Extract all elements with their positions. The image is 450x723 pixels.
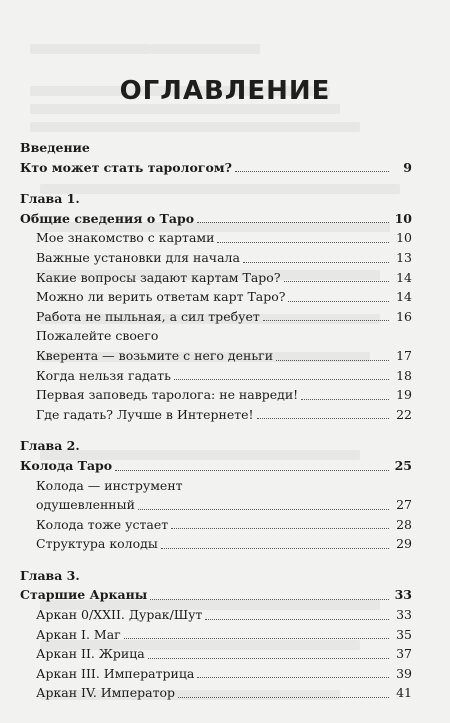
toc-dot-leader xyxy=(115,470,389,471)
toc-dot-leader xyxy=(171,528,389,529)
toc-entry-title: Можно ли верить ответам карт Таро? xyxy=(36,289,286,305)
toc-page-number: 17 xyxy=(396,347,412,363)
toc-dot-leader xyxy=(148,658,389,659)
toc-dot-leader xyxy=(138,509,389,510)
toc-entry-title: Общие сведения о Таро xyxy=(20,210,195,226)
toc-page-number: 10 xyxy=(396,230,412,246)
toc-dot-leader xyxy=(124,638,389,639)
toc-page-number: 33 xyxy=(394,587,412,603)
toc-entry-title: Аркан 0/XXII. Дурак/Шут xyxy=(36,607,203,623)
toc-heading xyxy=(20,189,412,209)
toc-entry[interactable] xyxy=(20,307,412,327)
table-of-contents xyxy=(20,138,412,703)
toc-entry[interactable] xyxy=(20,515,412,535)
toc-entry-title: Введение xyxy=(20,140,90,155)
toc-gap xyxy=(20,424,412,436)
toc-heading xyxy=(20,566,412,586)
toc-entry-title: Колода тоже устает xyxy=(36,516,169,532)
toc-entry[interactable] xyxy=(20,625,412,645)
toc-dot-leader xyxy=(301,399,389,400)
toc-dot-leader xyxy=(235,171,389,172)
toc-entry[interactable] xyxy=(20,366,412,386)
toc-entry-title: Аркан III. Императрица xyxy=(36,665,195,681)
toc-dot-leader xyxy=(217,242,389,243)
toc-page-number: 37 xyxy=(396,646,412,662)
toc-entry-title: Аркан IV. Император xyxy=(36,685,176,701)
toc-dot-leader xyxy=(276,360,389,361)
toc-entry[interactable] xyxy=(20,228,412,248)
toc-entry[interactable] xyxy=(20,534,412,554)
toc-dot-leader xyxy=(205,619,389,620)
toc-entry[interactable] xyxy=(20,405,412,425)
toc-dot-leader xyxy=(161,548,389,549)
toc-entry[interactable] xyxy=(20,209,412,229)
toc-entry[interactable] xyxy=(20,385,412,405)
toc-entry-title: Где гадать? Лучше в Интернете! xyxy=(36,406,254,422)
toc-entry[interactable] xyxy=(20,644,412,664)
toc-dot-leader xyxy=(178,697,389,698)
toc-entry[interactable] xyxy=(20,495,412,515)
toc-dot-leader xyxy=(288,301,389,302)
toc-entry-title: Аркан II. Жрица xyxy=(36,646,145,662)
toc-entry-title: Мое знакомство с картами xyxy=(36,230,215,246)
toc-page-number: 41 xyxy=(396,685,412,701)
toc-page-number: 18 xyxy=(396,367,412,383)
toc-page-number: 16 xyxy=(396,308,412,324)
toc-entry[interactable] xyxy=(20,456,412,476)
toc-entry[interactable] xyxy=(20,683,412,703)
toc-entry-title: Аркан I. Маг xyxy=(36,626,121,642)
toc-entry-title: Когда нельзя гадать xyxy=(36,367,171,383)
toc-page-number: 33 xyxy=(396,607,412,623)
toc-entry-title: Глава 2. xyxy=(20,438,80,454)
toc-entry[interactable] xyxy=(20,664,412,684)
toc-entry[interactable] xyxy=(20,158,412,178)
toc-entry-title: Первая заповедь таролога: не навреди! xyxy=(36,387,299,403)
toc-dot-leader xyxy=(197,222,389,223)
toc-heading xyxy=(20,436,412,456)
toc-page-number: 19 xyxy=(396,387,412,403)
page-title: ОГЛАВЛЕНИЕ xyxy=(119,76,331,106)
toc-entry[interactable] xyxy=(20,605,412,625)
toc-page-number: 10 xyxy=(394,210,412,226)
toc-entry-title: Структура колоды xyxy=(36,536,158,552)
toc-entry-title: Глава 1. xyxy=(20,191,80,207)
toc-page-number: 35 xyxy=(396,626,412,642)
toc-dot-leader xyxy=(197,677,389,678)
toc-gap xyxy=(20,554,412,566)
toc-entry-title: Пожалейте своего xyxy=(36,328,159,344)
toc-entry-title: Кто может стать тарологом? xyxy=(20,159,232,175)
toc-entry-title: одушевленный xyxy=(36,497,135,513)
toc-page-number: 29 xyxy=(396,536,412,552)
toc-entry[interactable] xyxy=(20,585,412,605)
toc-heading xyxy=(20,326,412,346)
toc-entry-title: Колода Таро xyxy=(20,457,113,473)
toc-entry-title: Глава 3. xyxy=(20,567,80,583)
toc-dot-leader xyxy=(257,418,389,419)
toc-entry-title: Кверента — возьмите с него деньги xyxy=(36,347,274,363)
toc-dot-leader xyxy=(243,262,389,263)
toc-gap xyxy=(20,177,412,189)
toc-page-number: 25 xyxy=(394,457,412,473)
toc-entry[interactable] xyxy=(20,346,412,366)
toc-dot-leader xyxy=(284,281,389,282)
toc-entry-title: Какие вопросы задают картам Таро? xyxy=(36,269,281,285)
toc-entry[interactable] xyxy=(20,268,412,288)
toc-page-number: 39 xyxy=(396,665,412,681)
toc-entry-title: Старшие Арканы xyxy=(20,587,148,603)
toc-entry-title: Колода — инструмент xyxy=(36,477,183,493)
toc-heading xyxy=(20,138,412,158)
toc-page-number: 13 xyxy=(396,249,412,265)
toc-heading xyxy=(20,476,412,496)
toc-dot-leader xyxy=(150,599,389,600)
toc-entry-title: Работа не пыльная, а сил требует xyxy=(36,308,260,324)
toc-page-number: 14 xyxy=(396,289,412,305)
toc-page-number: 9 xyxy=(403,159,412,175)
toc-entry-title: Важные установки для начала xyxy=(36,249,240,265)
toc-dot-leader xyxy=(263,320,389,321)
toc-entry[interactable] xyxy=(20,287,412,307)
toc-dot-leader xyxy=(174,379,389,380)
toc-page-number: 27 xyxy=(396,497,412,513)
toc-page-number: 28 xyxy=(396,516,412,532)
toc-page-number: 22 xyxy=(396,406,412,422)
toc-page-number: 14 xyxy=(396,269,412,285)
toc-entry[interactable] xyxy=(20,248,412,268)
